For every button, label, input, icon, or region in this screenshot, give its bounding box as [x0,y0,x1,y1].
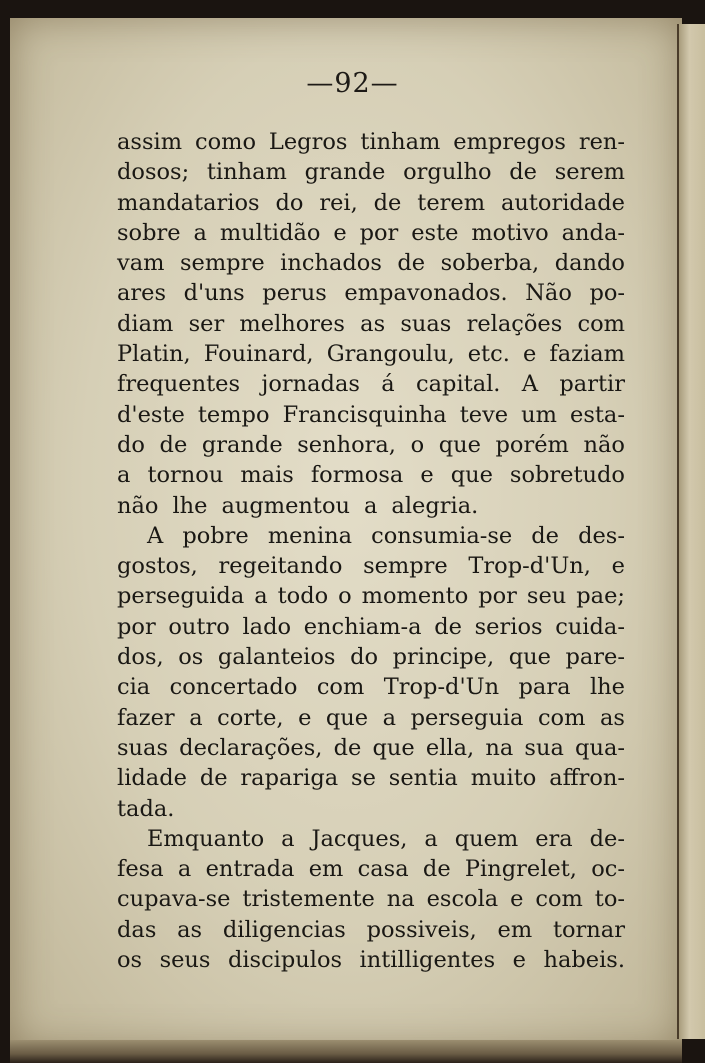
word: tinham [206,159,287,186]
word: fazer [117,704,175,731]
word: entrada [205,856,295,883]
word: galanteios [217,644,336,671]
word: declarações, [179,734,323,761]
text-line [117,218,625,248]
word: pae; [576,583,625,610]
word: não [583,431,625,458]
word: as [599,704,625,731]
word: des- [578,522,625,549]
word: que [508,644,551,671]
word: sentia [388,765,458,792]
word: tornou [147,462,224,489]
word: seus [159,947,211,974]
word: em [308,856,344,883]
word: dos, [117,644,164,671]
word: que [372,734,415,761]
word: quem [454,825,519,852]
word: tristemente [242,886,375,913]
text-line [117,945,625,975]
word: de [434,613,462,640]
word: intilligentes [359,947,496,974]
word: e [298,704,312,731]
word: empavonados. [344,280,508,307]
word: rapariga [240,765,339,792]
word: por [359,219,399,246]
text-line [117,854,625,884]
word: um [521,401,557,428]
word: momento [361,583,469,610]
word: se [351,765,376,792]
word: cuida- [555,613,625,640]
word: dando [554,250,625,277]
word: diligencias [222,916,346,943]
word: Grangoulu, [326,341,455,368]
word: consumia-se [371,522,513,549]
word: formosa [310,462,404,489]
word: na [386,886,415,913]
text-line [117,915,625,945]
word: pare- [565,644,625,671]
word: com [577,310,625,337]
word: cia [117,674,151,701]
word: era [535,825,573,852]
word: porém [495,431,569,458]
word: teve [459,401,509,428]
word: suas [400,310,452,337]
word: na [485,734,514,761]
word: vam [117,250,165,277]
word: e [510,886,524,913]
word: ren- [578,129,625,155]
word: o [410,431,425,458]
word: Francisquinha [282,401,447,428]
word: lhe [172,492,208,519]
word: escola [426,886,499,913]
word: gostos, [117,553,198,580]
word: A [521,371,539,398]
word: capital. [416,371,501,398]
word: em [497,916,533,943]
word: que [438,431,481,458]
word: to- [594,886,625,913]
word: a [281,825,295,852]
text-line [117,581,625,611]
word: Platin, [117,341,191,368]
word: pobre [182,522,249,549]
word: a [117,462,131,489]
word: perseguida [117,583,245,610]
text-line [117,278,625,308]
body-text [117,127,625,975]
word: a [177,856,192,883]
word: não [117,492,159,519]
word: multidão [219,219,321,246]
word: soberba, [440,250,540,277]
word: com [537,704,586,731]
word: de [509,159,537,186]
word: d'este [117,401,185,428]
word: Pingrelet, [464,856,577,883]
word: e [333,219,347,246]
word: os [117,947,143,974]
word: a [364,492,378,519]
word: á [381,371,395,398]
word: lidade [117,765,187,792]
text-line [117,248,625,278]
word: de [159,431,188,458]
word: autoridade [500,189,625,216]
text-line [117,703,625,733]
word: para [518,674,571,701]
word: as [360,310,386,337]
word: po- [589,280,625,307]
word: alegria. [391,492,479,519]
word: cupava-se [117,886,231,913]
word: rei, [319,189,358,216]
word: d'uns [183,280,245,307]
word: orgulho [403,159,492,186]
word: a [193,219,207,246]
text-line [117,309,625,339]
text-line [117,794,625,824]
word: qua- [575,734,625,761]
text-line [117,884,625,914]
word: inchados [280,250,382,277]
word: do [275,189,304,216]
word: as [177,916,203,943]
word: casa [357,856,409,883]
word: perus [262,280,327,307]
word: tempo [197,401,270,428]
word: serios [474,613,543,640]
word: concertado [169,674,298,701]
word: do [117,431,145,458]
word: serem [554,159,625,186]
page-edge-bottom [10,1040,682,1063]
word: menina [267,522,353,549]
word: a [382,704,397,731]
word: de [199,765,228,792]
word: como [194,129,256,155]
word: o [338,583,352,610]
word: frequentes [117,371,241,398]
text-line [117,127,625,157]
word: do [350,644,379,671]
word: e [611,553,625,580]
word: tinham [360,129,441,155]
word: A [147,522,164,549]
word: tada. [117,795,175,822]
word: regeitando [218,553,343,580]
page-number: —92— [306,68,399,99]
text-line [117,460,625,490]
word: faziam [549,341,625,368]
word: de [397,250,426,277]
word: diam [117,310,174,337]
word: este [411,219,459,246]
word: de [531,522,559,549]
word: sobre [117,219,181,246]
word: tornar [552,916,625,943]
word: de [422,856,451,883]
word: suas [117,734,168,761]
word: de [333,734,362,761]
word: e [512,947,526,974]
word: affron- [549,765,625,792]
word: sobretudo [509,462,625,489]
word: enchiam-a [303,613,422,640]
word: sempre [363,553,448,580]
word: que [450,462,493,489]
word: ares [117,280,167,307]
text-line [117,733,625,763]
word: que [325,704,369,731]
word: esta- [570,401,625,428]
text-line [117,400,625,430]
word: sempre [179,250,265,277]
word: relações [466,310,563,337]
text-line [117,612,625,642]
word: e [420,462,434,489]
word: partir [559,371,625,398]
word: motivo [471,219,549,246]
word: discipulos [227,947,343,974]
word: sua [524,734,564,761]
word: a [189,704,203,731]
word: Não [525,280,572,307]
word: perseguia [410,704,524,731]
word: a [424,825,438,852]
word: de [373,189,402,216]
word: lhe [589,674,625,701]
page-edge-right [677,24,705,1039]
text-line [117,369,625,399]
word: corte, [217,704,284,731]
text-line [117,339,625,369]
text-line [117,672,625,702]
word: terem [417,189,486,216]
word: com [316,674,365,701]
word: mais [240,462,294,489]
word: muito [470,765,537,792]
word: grande [304,159,386,186]
word: Emquanto [147,825,265,852]
text-line [117,430,625,460]
word: Fouinard, [203,341,314,368]
word: anda- [561,219,625,246]
word: augmentou [221,492,350,519]
word: ella, [425,734,475,761]
word: assim [117,129,183,155]
word: seu [526,583,567,610]
word: Jacques, [311,825,408,852]
word: grande [201,431,283,458]
text-line [117,521,625,551]
word: senhora, [297,431,396,458]
text-line [117,491,625,521]
word: melhores [239,310,345,337]
word: outro [168,613,230,640]
word: Trop-d'Un [383,674,500,701]
word: por [117,613,156,640]
word: oc- [591,856,625,883]
text-line [117,824,625,854]
word: etc. [467,341,510,368]
word: mandatarios [117,189,260,216]
word: lado [242,613,292,640]
word: todo [277,583,329,610]
text-line [117,642,625,672]
word: a [254,583,268,610]
text-line [117,763,625,793]
word: com [535,886,583,913]
word: fesa [117,856,164,883]
word: dosos; [117,159,190,186]
word: por [478,583,517,610]
text-line [117,188,625,218]
word: das [117,916,157,943]
word: principe, [392,644,495,671]
word: possiveis, [366,916,477,943]
word: empregos [453,129,566,155]
word: de- [589,825,625,852]
text-line [117,551,625,581]
word: Trop-d'Un, [468,553,591,580]
word: ser [188,310,225,337]
word: os [178,644,204,671]
text-line [117,157,625,187]
word: Legros [268,129,348,155]
word: e [522,341,537,368]
word: jornadas [261,371,360,398]
word: habeis. [543,947,625,974]
